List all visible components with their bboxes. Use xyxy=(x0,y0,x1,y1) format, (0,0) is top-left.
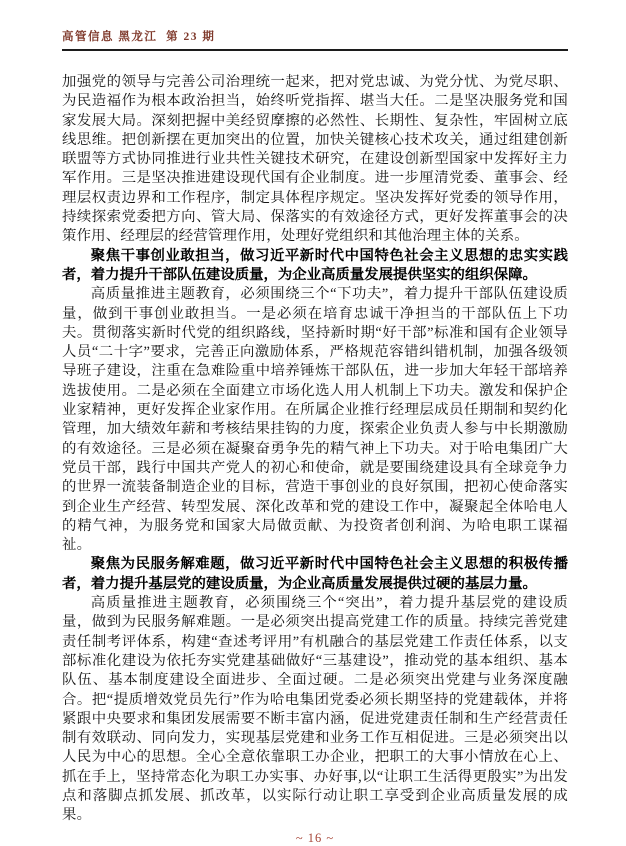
paragraph-governance-continuation: 加强党的领导与完善公司治理统一起来，把对党忠诚、为党分忧、为党尽职、为民造福作为根本政治担当，始终听党指挥、堪当大任。二是坚决服务党和国家发展大局。深刻把握中美经贸摩擦的必然性、长期性、复杂性，牢固树立底线思维。把创新摆在更加突出的位置，加快关键核心技术攻关，通过组建创新联盟等方式协同推进行业共性关键技术研究，在建设创新型国家中发挥好主力军作用。三是坚决推进建设现代国有企业制度。进一步厘清党委、董事会、经理层权责边界和工作程序，制定具体程序规定。坚决发挥好党委的领导作用，持续探索党委把方向、管大局、保落实的有效途径方式，更好发挥董事会的决策作用、经理层的经营管理作用，处理好党组织和其他治理主体的关系。 xyxy=(62,74,568,245)
page-header xyxy=(62,30,568,51)
header-divider-rule xyxy=(62,49,568,51)
paragraph-emphasis-grassroots-focus: 聚焦为民服务解难题，做习近平新时代中国特色社会主义思想的积极传播者，着力提升基层党的建设质量，为企业高质量发展提供过硬的基层力量。 xyxy=(62,556,568,592)
paragraph-emphasis-cadre-focus: 聚焦干事创业敢担当，做习近平新时代中国特色社会主义思想的忠实实践者，着力提升干部队伍建设质量，为企业高质量发展提供坚实的组织保障。 xyxy=(62,247,568,283)
masthead-title: 高管信息 黑龙江 第 23 期 xyxy=(62,31,216,43)
paragraph-cadre-quality: 高质量推进主题教育，必须围绕三个“下功夫”，着力提升干部队伍建设质量，做到干事创业敢担当。一是必须在培育忠诚干净担当的干部队伍上下功夫。贯彻落实新时代党的组织路线，坚持新时期“好干部”标准和国有企业领导人员“二十字”要求，完善正向激励体系，严格规范容错纠错机制，加强各级领导班子建设，注重在急难险重中培养锤炼干部队伍，进一步加大年轻干部培养选拔使用。二是必须在全面建立市场化选人用人机制上下功夫。激发和保护企业家精神，更好发挥企业家作用。在所属企业推行经理层成员任期制和契约化管理，加大绩效年薪和考核结果挂钩的力度，探索企业负责人参与中长期激励的有效途径。三是必须在凝聚奋勇争先的精气神上下功夫。对于哈电集团广大党员干部，践行中国共产党人的初心和使命，就是要围绕建设具有全球竞争力的世界一流装备制造企业的目标，营造干事创业的良好氛围，把初心使命落实到企业生产经营、转型发展、深化改革和党的建设工作中，凝聚起全体哈电人的精气神，为服务党和国家大局做贡献、为投资者创利润、为哈电职工谋福祉。 xyxy=(62,286,568,554)
paragraph-grassroots-quality: 高质量推进主题教育，必须围绕三个“突出”，着力提升基层党的建设质量，做到为民服务解难题。一是必须突出提高党建工作的质量。持续完善党建责任制考评体系，构建“查述考评用”有机融合的基层党建工作责任体系，以支部标准化建设为依托夯实党建基础做好“三基建设”，推动党的基本组织、基本队伍、基本制度建设全面进步、全面过硬。二是必须突出党建与业务深度融合。把“提质增效党员先行”作为哈电集团党委必须长期坚持的党建载体，并将紧跟中央要求和集团发展需要不断丰富内涵，促进党建责任制和生产经营责任制有效联动、同向发力，实现基层党建和业务工作互相促进。三是必须突出以人民为中心的思想。全心全意依靠职工办企业，把职工的大事小情放在心上、抓在手上，坚持常态化为职工办实事、办好事,以“让职工生活得更殷实”为出发点和落脚点抓发展、抓改革，以实际行动让职工享受到企业高质量发展的成果。 xyxy=(62,595,568,824)
page-number: ~ 16 ~ xyxy=(295,830,335,845)
article-body xyxy=(62,73,568,826)
